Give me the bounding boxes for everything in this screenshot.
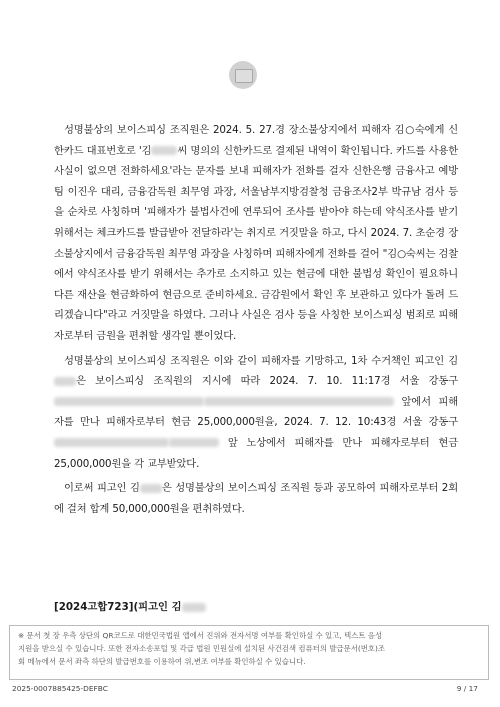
document-body [54, 120, 458, 523]
redacted-address [54, 397, 204, 406]
paragraph-3: 이로써 피고인 김 은 성명불상의 보이스피싱 조직원 등과 공모하여 피해자로부터 2회에 걸쳐 합계 50,000,000원을 편취하였다. [54, 482, 459, 515]
redacted-name [182, 603, 206, 612]
issue-number: 2025-0007885425-DEFBC [12, 684, 108, 693]
redacted-address [204, 397, 394, 406]
redacted-name [54, 377, 76, 386]
redacted-name [151, 146, 177, 155]
paragraph-1: 성명불상의 보이스피싱 조직원은 2024. 5. 27.경 장소불상지에서 피해자 김○숙에게 신한카드 대표번호로 '김 씨 명의의 신한카드로 결제된 내역이 확인됩니다. 카드를 사용한 사실이 없으면 전화하세요'라는 문자를 보내 피해자가 전화를 걸자 신한은행 금융사고 예방팀 이진우 대리, 금융감독원 최무영 과장, 서울남부지방검찰청 금융조사2부 박규남 검사 등을 순차로 사칭하며 '피해자가 불법사건에 연루되어 조사를 받아야 하는데 약식조사를 받기 위해서는 체크카드를 발급받아 전달하라'는 취지로 거짓말을 하고, 다시 2024. 7. 초순경 장소불상지에서 금융감독원 최무영 과장을 사칭하며 피해자에게 전화를 걸어 "김○숙씨는 검찰에서 약식조사를 받기 위해서는 추가로 소지하고 있는 현금에 대한 불법성 확인이 필요하니 다른 재산을 현금화하여 현금으로 준비하세요. 금감원에서 확인 후 보관하고 있다가 돌려 드리겠습니다"라고 거짓말을 하였다. 그러나 사실은 검사 등을 사칭한 보이스피싱 범죄로 피해자로부터 금원을 편취할 생각일 뿐이었다. [54, 124, 459, 342]
case-heading: [2024고합723](피고인 김 [54, 598, 206, 613]
page-number: 9 / 17 [456, 684, 478, 693]
court-seal-icon [229, 61, 257, 89]
verification-notice: ※ 문서 첫 장 우측 상단의 QR코드로 대한민국법원 앱에서 진위와 전자서명 여부를 확인하실 수 있고, 텍스트 음성 지원을 받으실 수 있습니다. 또한 전자소송포털 및 각급 법원 민원실에 설치된 사건검색 컴퓨터의 발급문서(번호)조 회 메뉴에서 문서 좌측 하단의 발급번호를 이용하여 위,변조 여부를 확인하실 수 있습니다. [9, 625, 489, 680]
redacted-name [140, 484, 162, 493]
paragraph-2: 성명불상의 보이스피싱 조직원은 이와 같이 피해자를 기망하고, 1차 수거책인 피고인 김은 보이스피싱 조직원의 지시에 따라 2024. 7. 10. 11:17경 서울 강동구 앞에서 피해자를 만나 피해자로부터 현금 25,000,000원을, 2024. 7. 12. 10:43경 서울 강동구 앞 노상에서 피해자를 만나 피해자로부터 현금 25,000,000원을 각 교부받았다. [54, 354, 459, 470]
redacted-address [169, 438, 219, 447]
redacted-address [54, 438, 169, 447]
